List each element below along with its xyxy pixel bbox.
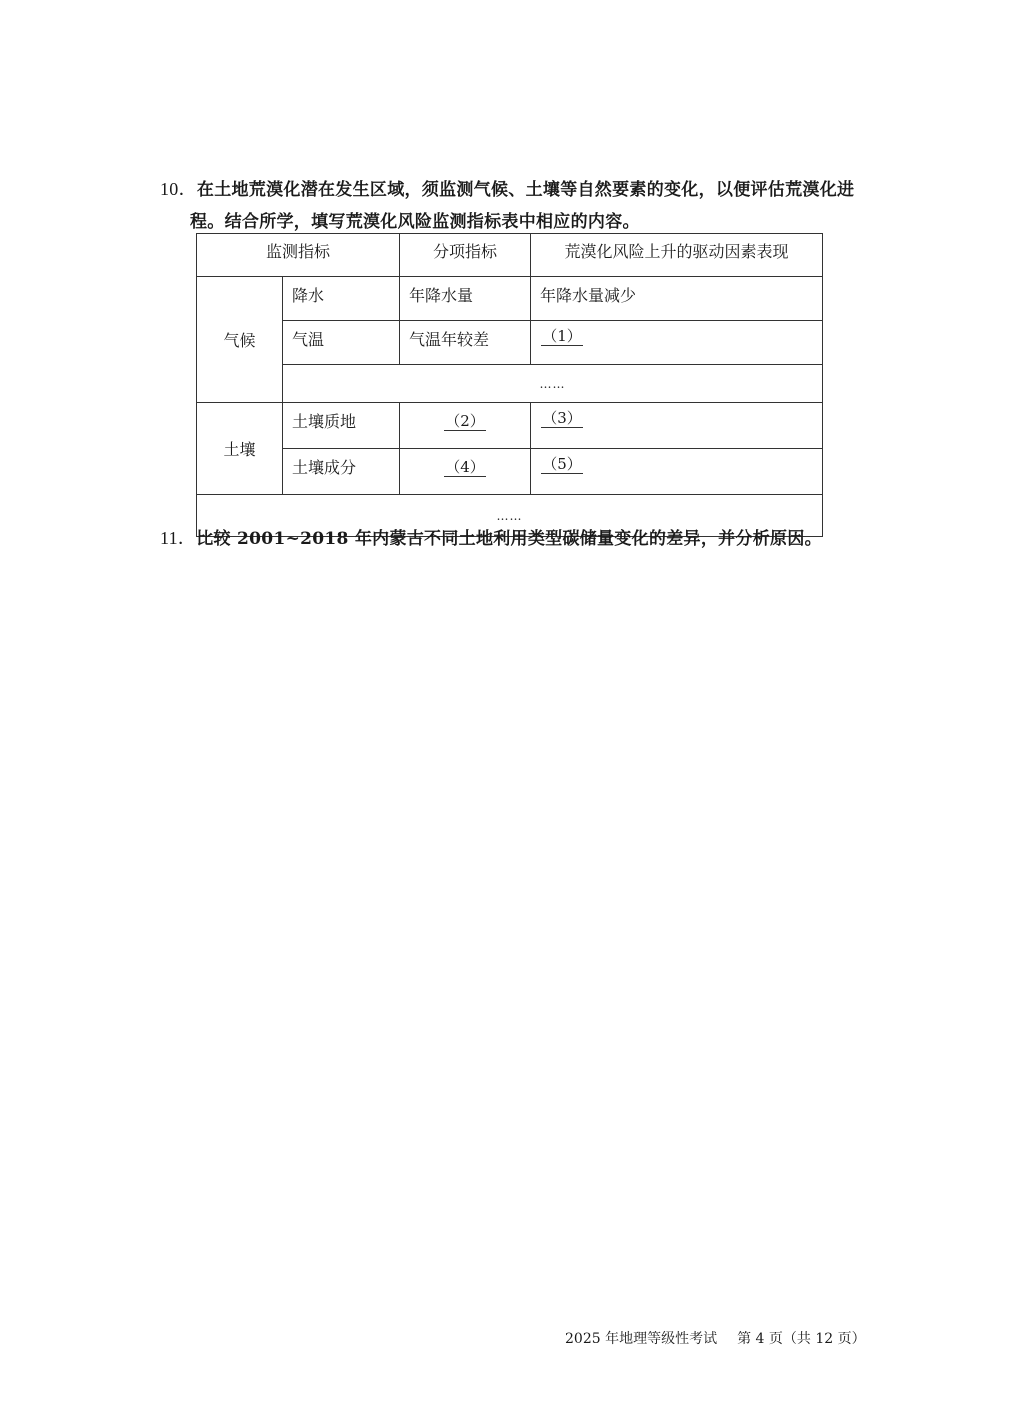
header-driver-performance: 荒漠化风险上升的驱动因素表现 xyxy=(531,234,823,277)
item-precipitation: 降水 xyxy=(283,277,400,321)
answer-blank-2-cell xyxy=(400,403,531,449)
desertification-indicator-table xyxy=(196,233,823,537)
answer-blank-3-cell xyxy=(531,403,823,449)
question-11-line xyxy=(160,524,822,550)
table-footer-ellipsis: …… xyxy=(197,495,823,537)
sub-annual-precipitation: 年降水量 xyxy=(400,277,531,321)
question-10-line-2 xyxy=(190,207,640,232)
footer-exam-title: 2025 年地理等级性考试 xyxy=(565,1331,718,1347)
answer-blank-4-cell xyxy=(400,449,531,495)
climate-ellipsis: …… xyxy=(283,365,823,403)
question-11-number: 11． xyxy=(160,528,197,548)
question-10-line-1 xyxy=(160,175,854,201)
table-row xyxy=(197,365,823,403)
category-climate: 气候 xyxy=(197,277,283,403)
table-row xyxy=(197,277,823,321)
question-10-text-2: 程。结合所学，填写荒漠化风险监测指标表中相应的内容。 xyxy=(190,212,640,232)
question-11-text: 比较 2001~2018 年内蒙古不同土地利用类型碳储量变化的差异，并分析原因。 xyxy=(196,529,822,549)
item-soil-composition: 土壤成分 xyxy=(283,449,400,495)
question-10-text-1: 在土地荒漠化潜在发生区域，须监测气候、土壤等自然要素的变化，以便评估荒漠化进 xyxy=(196,180,855,200)
header-monitoring-indicator: 监测指标 xyxy=(197,234,400,277)
answer-blank-1-cell xyxy=(531,321,823,365)
answer-blank-1[interactable]: （1） xyxy=(542,327,582,345)
table-row xyxy=(197,449,823,495)
answer-blank-4[interactable]: （4） xyxy=(445,458,485,476)
answer-blank-5[interactable]: （5） xyxy=(542,455,582,473)
footer-page-number: 第 4 页（共 12 页） xyxy=(737,1331,866,1347)
answer-blank-2[interactable]: （2） xyxy=(445,412,485,430)
answer-blank-3[interactable]: （3） xyxy=(542,409,582,427)
item-soil-texture: 土壤质地 xyxy=(283,403,400,449)
driver-precipitation: 年降水量减少 xyxy=(531,277,823,321)
answer-blank-5-cell xyxy=(531,449,823,495)
item-temperature: 气温 xyxy=(283,321,400,365)
header-sub-indicator: 分项指标 xyxy=(400,234,531,277)
page-footer xyxy=(565,1328,866,1348)
category-soil: 土壤 xyxy=(197,403,283,495)
question-10-number: 10． xyxy=(160,179,197,199)
sub-annual-temperature-range: 气温年较差 xyxy=(400,321,531,365)
table-row xyxy=(197,403,823,449)
table-header-row xyxy=(197,234,823,277)
table-row xyxy=(197,321,823,365)
